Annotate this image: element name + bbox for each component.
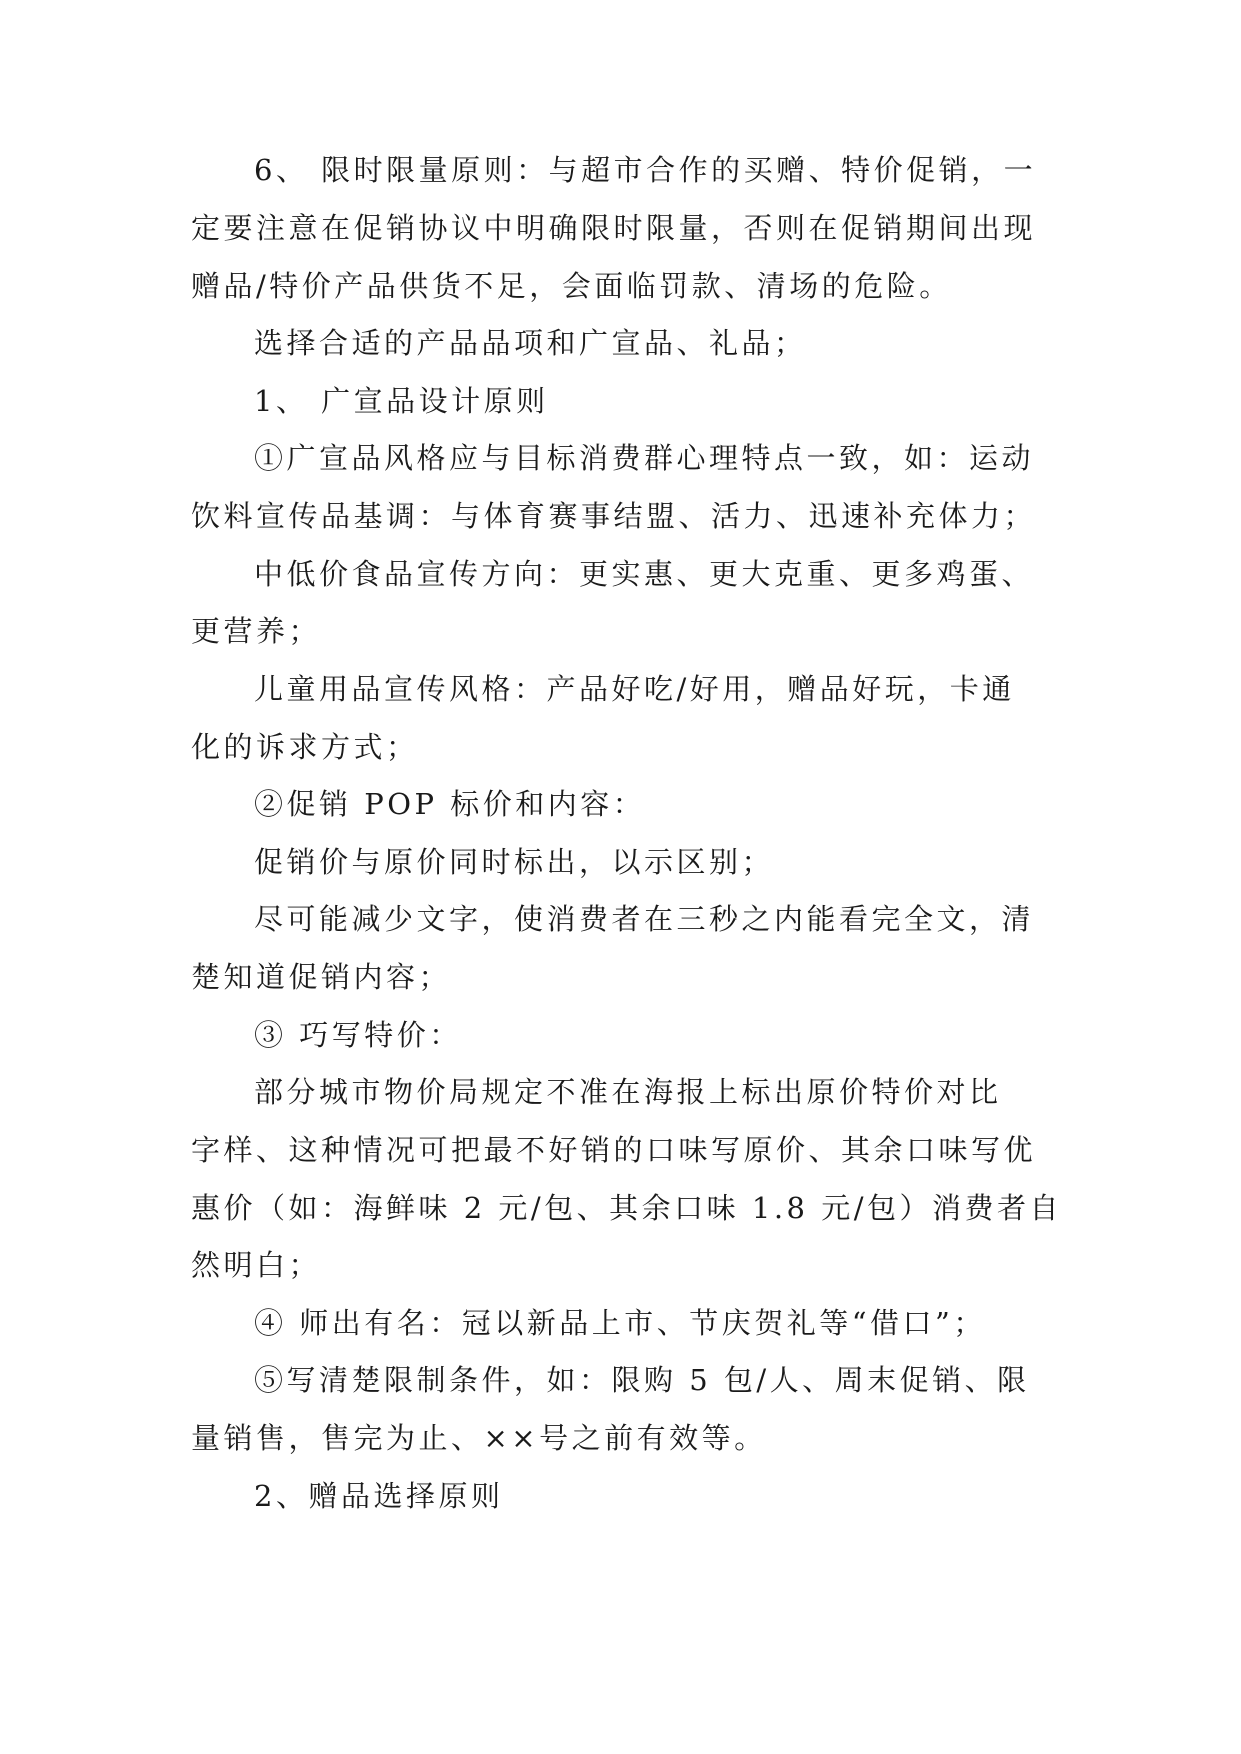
paragraph-line: 儿童用品宣传风格：产品好吃/好用，赠品好玩，卡通 — [254, 672, 1015, 706]
paragraph-line: 饮料宣传品基调：与体育赛事结盟、活力、迅速补充体力； — [191, 499, 1037, 533]
paragraph-line: 化的诉求方式； — [191, 730, 419, 764]
paragraph-line: 尽可能减少文字，使消费者在三秒之内能看完全文，清 — [254, 902, 1035, 936]
paragraph-line: 部分城市物价局规定不准在海报上标出原价特价对比 — [254, 1075, 1002, 1109]
paragraph-line: 更营养； — [191, 614, 322, 648]
paragraph-line: ①广宣品风格应与目标消费群心理特点一致，如：运动 — [254, 441, 1035, 475]
paragraph-line: 量销售，售完为止、××号之前有效等。 — [191, 1421, 767, 1455]
paragraph-line: 6、 限时限量原则：与超市合作的买赠、特价促销，一 — [254, 153, 1037, 187]
paragraph-line: ⑤写清楚限制条件，如：限购 5 包/人、周末促销、限 — [254, 1363, 1030, 1397]
paragraph-line: 选择合适的产品品项和广宣品、礼品； — [254, 326, 807, 360]
paragraph-line: 赠品/特价产品供货不足，会面临罚款、清场的危险。 — [191, 269, 952, 303]
paragraph-line: 定要注意在促销协议中明确限时限量，否则在促销期间出现 — [191, 211, 1037, 245]
paragraph-line: 中低价食品宣传方向：更实惠、更大克重、更多鸡蛋、 — [254, 557, 1035, 591]
paragraph-line: ④ 师出有名：冠以新品上市、节庆贺礼等“借口”； — [254, 1306, 986, 1340]
paragraph-line: 楚知道促销内容； — [191, 960, 452, 994]
section-heading: 1、 广宣品设计原则 — [254, 384, 549, 418]
paragraph-line: 促销价与原价同时标出，以示区别； — [254, 845, 775, 879]
paragraph-line: ②促销 POP 标价和内容： — [254, 787, 646, 821]
paragraph-line: 字样、这种情况可把最不好销的口味写原价、其余口味写优 — [191, 1133, 1037, 1167]
paragraph-line: ③ 巧写特价： — [254, 1018, 462, 1052]
section-heading: 2、赠品选择原则 — [254, 1479, 504, 1513]
paragraph-line: 然明白； — [191, 1248, 322, 1282]
paragraph-line: 惠价（如：海鲜味 2 元/包、其余口味 1.8 元/包）消费者自 — [191, 1191, 1062, 1225]
